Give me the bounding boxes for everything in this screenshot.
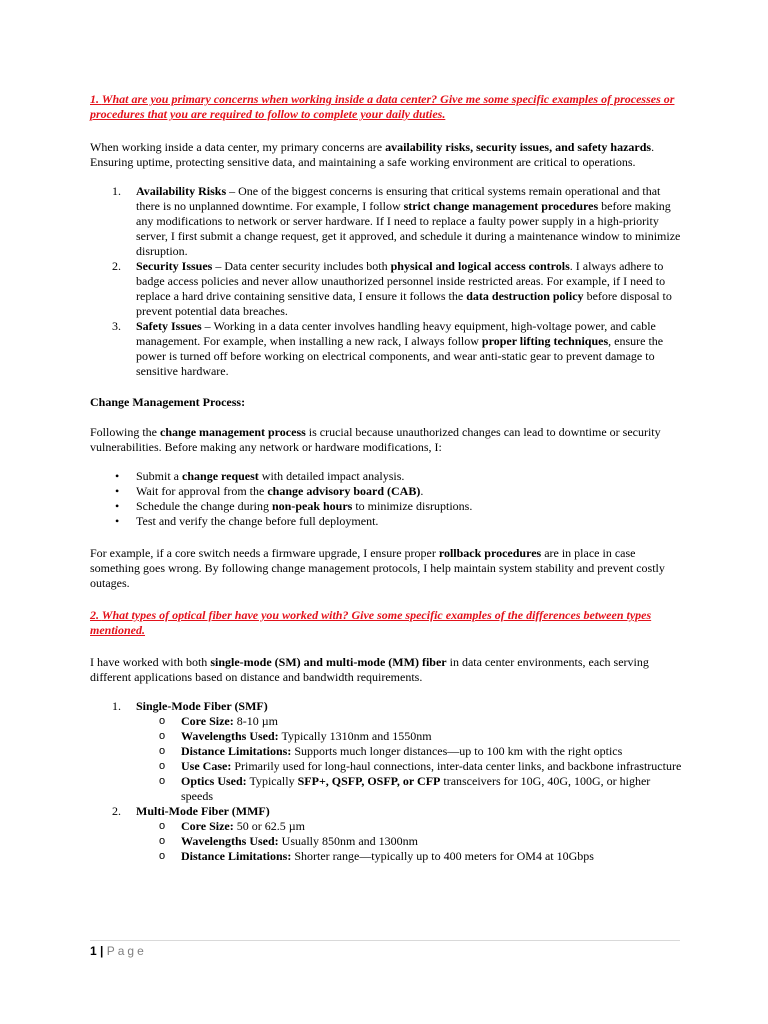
change-management-heading: Change Management Process: [90,395,246,409]
change-steps-list [90,469,682,529]
change-management-intro: Following the change management process is crucial because unauthorized changes can lead to downtime or security vulnerabilities. Before making any network or hardware modifications, I: [90,425,661,454]
list-item: • Submit a change request with detailed impact analysis. [136,469,682,484]
page-footer [90,940,680,959]
concerns-list [90,184,682,379]
fiber-types-list [90,699,682,864]
intro-paragraph-1: When working inside a data center, my primary concerns are availability risks, security issues, and safety hazards. Ensuring uptime, protecting sensitive data, and maintaining a safe working environment are critical to operations. [90,140,655,169]
list-item: 2. Security Issues – Data center security includes both physical and logical access controls. I always adhere to badge access policies and never allow unauthorized personnel inside restricted areas. For example, if I need to replace a hard drive containing sensitive data, I ensure it follows the data destruction policy before disposal to prevent potential data breaches. [112,259,672,318]
list-item: 3. Safety Issues – Working in a data center involves handling heavy equipment, high-voltage power, and cable management. For example, when installing a new rack, I always follow proper lifting techniques, ensure the power is turned off before working on electrical components, and wear anti-static gear to prevent damage to sensitive hardware. [112,319,664,378]
page-label: Page [106,944,147,958]
list-item: 2. Multi-Mode Fiber (MMF) o Core Size: 50 or 62.5 µm o Wavelengths Used: Usually 850nm and 1300nm o Distance Limitations: Shorter range—typically up to 400 meters for OM4 at 10Gbps [136,804,682,864]
change-management-example: For example, if a core switch needs a firmware upgrade, I ensure proper rollback procedures are in place in case something goes wrong. By following change management protocols, I help maintain system stability and prevent costly outages. [90,546,665,590]
list-item: o Core Size: 50 or 62.5 µm [159,819,306,833]
list-item: • Wait for approval from the change advisory board (CAB). [136,484,682,499]
list-item: 1. Availability Risks – One of the biggest concerns is ensuring that critical systems remain operational and that there is no unplanned downtime. For example, I follow strict change management procedures before making any modifications to network or server hardware. If I need to replace a faulty power supply in a high-priority server, I first submit a change request, get it approved, and schedule it during a maintenance window to minimize disruption. [112,184,681,258]
list-item: o Wavelengths Used: Typically 1310nm and 1550nm [159,729,432,743]
list-item: o Wavelengths Used: Usually 850nm and 1300nm [159,834,418,848]
footer-separator: | [100,944,104,958]
intro-paragraph-2: I have worked with both single-mode (SM) and multi-mode (MM) fiber in data center environments, each serving different applications based on distance and bandwidth requirements. [90,655,649,684]
list-item: o Optics Used: Typically SFP+, QSFP, OSFP, or CFP transceivers for 10G, 40G, 100G, or higher speeds [159,774,651,803]
list-item: • Schedule the change during non-peak hours to minimize disruptions. [136,499,682,514]
smf-details-list [136,714,682,804]
list-item: o Core Size: 8-10 µm [159,714,279,728]
list-item: 1. Single-Mode Fiber (SMF) o Core Size: 8-10 µm o Wavelengths Used: Typically 1310nm and 1550nm o Distance Limitations: Supports much longer distances—up to 100 km with the right optics o Use Case: Primarily used for long-haul connections, inter-data center links, and backbone infrastructure o Optics Used: Typically SFP+, QSFP, OSFP, or CFP transceivers for 10G, 40G, 100G, or higher speeds [112,699,682,803]
list-item: o Distance Limitations: Shorter range—typically up to 400 meters for OM4 at 10Gbps [159,849,594,863]
question-1: 1. What are you primary concerns when working inside a data center? Give me some specific examples of processes or procedures that you are required to follow to complete your daily duties. [90,92,675,121]
document-page [90,92,682,864]
page-number: 1 [90,944,97,958]
mmf-details-list [136,819,682,864]
list-item: o Distance Limitations: Supports much longer distances—up to 100 km with the right optics [159,744,623,758]
question-2: 2. What types of optical fiber have you worked with? Give some specific examples of the differences between types mentioned. [90,608,652,637]
list-item: • Test and verify the change before full deployment. [136,514,682,529]
list-item: o Use Case: Primarily used for long-haul connections, inter-data center links, and backbone infrastructure [159,759,682,773]
